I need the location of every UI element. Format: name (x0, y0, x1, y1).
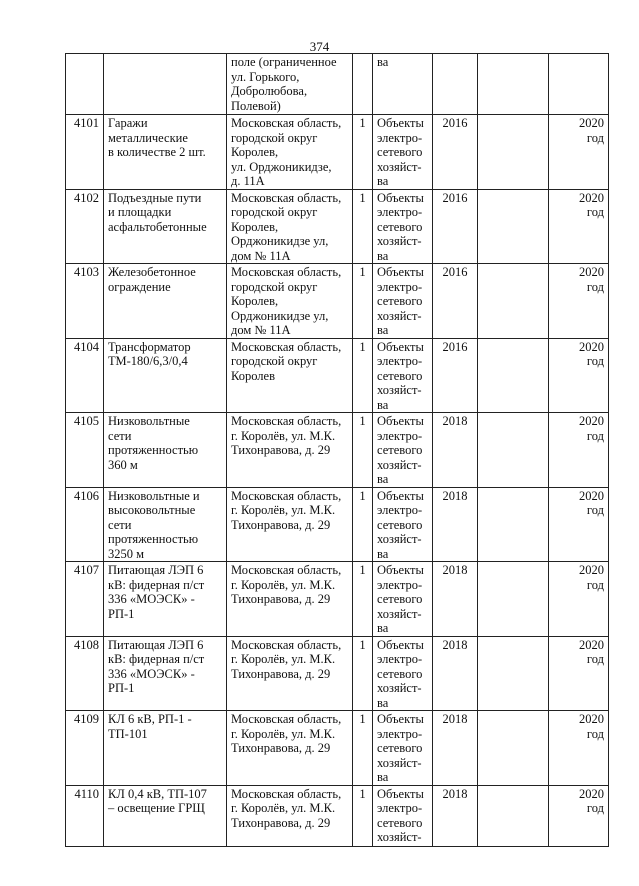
row-number-cell (66, 54, 104, 115)
table-row (66, 338, 609, 413)
name-cell: Низковольтные и высоковольтные сети протяженностью 3250 м (104, 487, 227, 562)
empty-cell (478, 785, 549, 846)
date-cell: 2020 год (549, 413, 609, 488)
year-cell: 2018 (433, 562, 478, 637)
row-number-cell: 4105 (66, 413, 104, 488)
year-cell: 2018 (433, 785, 478, 846)
category-cell: ва (373, 54, 433, 115)
row-number-cell: 4104 (66, 338, 104, 413)
empty-cell (478, 487, 549, 562)
date-cell: 2020 год (549, 785, 609, 846)
location-cell: поле (ограниченное ул. Горького, Добролюбова, Полевой) (227, 54, 353, 115)
empty-cell (478, 413, 549, 488)
quantity-cell: 1 (353, 636, 373, 711)
quantity-cell: 1 (353, 711, 373, 786)
category-cell: Объекты электро- сетевого хозяйст- ва (373, 338, 433, 413)
location-cell: Московская область, г. Королёв, ул. М.К. Тихонравова, д. 29 (227, 413, 353, 488)
empty-cell (478, 115, 549, 190)
category-cell: Объекты электро- сетевого хозяйст- ва (373, 562, 433, 637)
row-number-cell: 4106 (66, 487, 104, 562)
quantity-cell: 1 (353, 189, 373, 264)
location-cell: Московская область, городской округ Королев, Орджоникидзе ул, дом № 11А (227, 264, 353, 339)
row-number-cell: 4101 (66, 115, 104, 190)
table-row (66, 636, 609, 711)
name-cell: Питающая ЛЭП 6 кВ: фидерная п/ст 336 «МОЭСК» - РП-1 (104, 562, 227, 637)
date-cell: 2020 год (549, 115, 609, 190)
quantity-cell: 1 (353, 785, 373, 846)
table-row (66, 562, 609, 637)
year-cell: 2018 (433, 636, 478, 711)
name-cell: Подъездные пути и площадки асфальтобетонные (104, 189, 227, 264)
date-cell: 2020 год (549, 562, 609, 637)
location-cell: Московская область, городской округ Королев (227, 338, 353, 413)
year-cell: 2018 (433, 711, 478, 786)
location-cell: Московская область, г. Королёв, ул. М.К. Тихонравова, д. 29 (227, 562, 353, 637)
table-row (66, 711, 609, 786)
year-cell: 2016 (433, 338, 478, 413)
name-cell: Трансформатор ТМ-180/6,3/0,4 (104, 338, 227, 413)
row-number-cell: 4103 (66, 264, 104, 339)
location-cell: Московская область, г. Королёв, ул. М.К. Тихонравова, д. 29 (227, 636, 353, 711)
date-cell: 2020 год (549, 264, 609, 339)
year-cell (433, 54, 478, 115)
category-cell: Объекты электро- сетевого хозяйст- ва (373, 115, 433, 190)
year-cell: 2018 (433, 487, 478, 562)
empty-cell (478, 711, 549, 786)
name-cell (104, 54, 227, 115)
table-row-continued (66, 54, 609, 115)
page-number: 374 (309, 39, 330, 54)
quantity-cell: 1 (353, 413, 373, 488)
name-cell: Железобетонное ограждение (104, 264, 227, 339)
date-cell (549, 54, 609, 115)
table-row (66, 785, 609, 846)
year-cell: 2016 (433, 189, 478, 264)
date-cell: 2020 год (549, 338, 609, 413)
quantity-cell: 1 (353, 487, 373, 562)
category-cell: Объекты электро- сетевого хозяйст- ва (373, 189, 433, 264)
table-row (66, 487, 609, 562)
location-cell: Московская область, городской округ Королев, Орджоникидзе ул, дом № 11А (227, 189, 353, 264)
empty-cell (478, 189, 549, 264)
quantity-cell: 1 (353, 115, 373, 190)
location-cell: Московская область, г. Королёв, ул. М.К. Тихонравова, д. 29 (227, 711, 353, 786)
empty-cell (478, 54, 549, 115)
quantity-cell (353, 54, 373, 115)
quantity-cell: 1 (353, 562, 373, 637)
table-row (66, 115, 609, 190)
date-cell: 2020 год (549, 487, 609, 562)
empty-cell (478, 338, 549, 413)
registry-table (65, 53, 609, 847)
date-cell: 2020 год (549, 636, 609, 711)
empty-cell (478, 636, 549, 711)
location-cell: Московская область, г. Королёв, ул. М.К. Тихонравова, д. 29 (227, 785, 353, 846)
year-cell: 2016 (433, 115, 478, 190)
category-cell: Объекты электро- сетевого хозяйст- ва (373, 711, 433, 786)
row-number-cell: 4109 (66, 711, 104, 786)
name-cell: КЛ 0,4 кВ, ТП-107 – освещение ГРЩ (104, 785, 227, 846)
location-cell: Московская область, г. Королёв, ул. М.К. Тихонравова, д. 29 (227, 487, 353, 562)
date-cell: 2020 год (549, 189, 609, 264)
location-cell: Московская область, городской округ Королев, ул. Орджоникидзе, д. 11А (227, 115, 353, 190)
name-cell: Низковольтные сети протяженностью 360 м (104, 413, 227, 488)
row-number-cell: 4102 (66, 189, 104, 264)
category-cell: Объекты электро- сетевого хозяйст- ва (373, 413, 433, 488)
date-cell: 2020 год (549, 711, 609, 786)
table-row (66, 189, 609, 264)
category-cell: Объекты электро- сетевого хозяйст- ва (373, 487, 433, 562)
name-cell: Питающая ЛЭП 6 кВ: фидерная п/ст 336 «МОЭСК» - РП-1 (104, 636, 227, 711)
table-row (66, 413, 609, 488)
name-cell: КЛ 6 кВ, РП-1 - ТП-101 (104, 711, 227, 786)
quantity-cell: 1 (353, 338, 373, 413)
quantity-cell: 1 (353, 264, 373, 339)
row-number-cell: 4108 (66, 636, 104, 711)
category-cell: Объекты электро- сетевого хозяйст- (373, 785, 433, 846)
empty-cell (478, 562, 549, 637)
row-number-cell: 4107 (66, 562, 104, 637)
year-cell: 2016 (433, 264, 478, 339)
table-row (66, 264, 609, 339)
name-cell: Гаражи металлические в количестве 2 шт. (104, 115, 227, 190)
category-cell: Объекты электро- сетевого хозяйст- ва (373, 636, 433, 711)
empty-cell (478, 264, 549, 339)
row-number-cell: 4110 (66, 785, 104, 846)
year-cell: 2018 (433, 413, 478, 488)
category-cell: Объекты электро- сетевого хозяйст- ва (373, 264, 433, 339)
